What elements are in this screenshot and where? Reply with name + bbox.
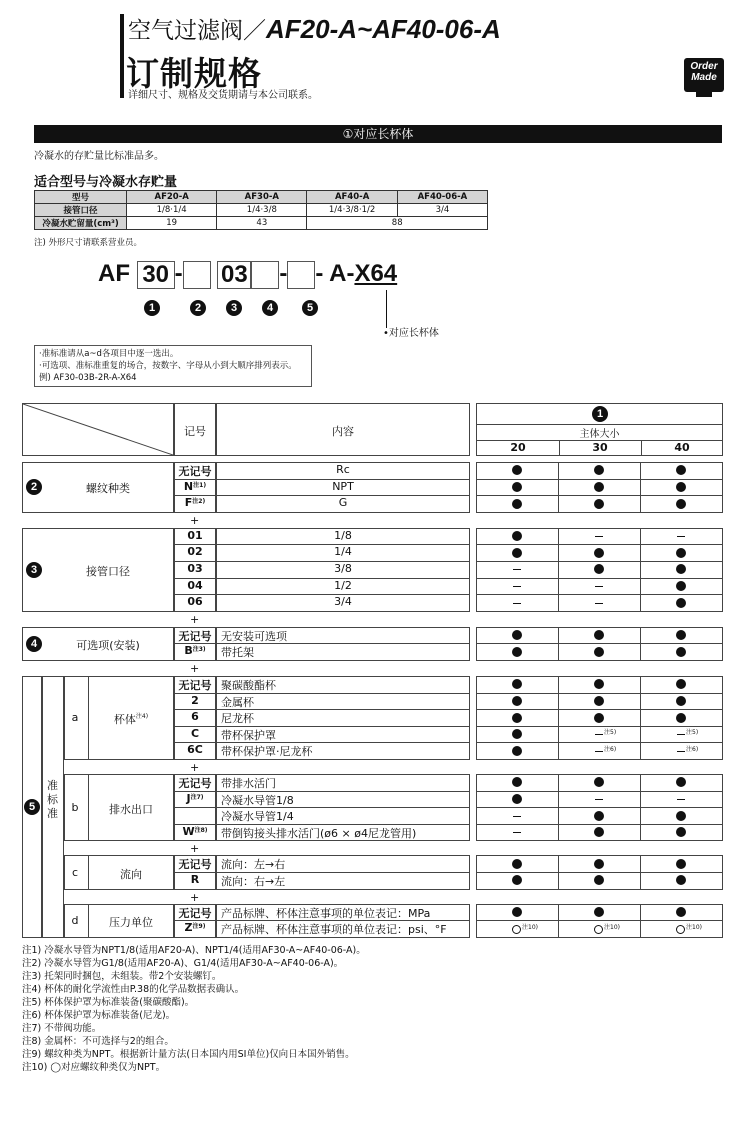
sub-label <box>88 711 174 727</box>
content-text: 流向：左→右 <box>221 858 286 872</box>
num-badge-1: 1 <box>592 406 608 422</box>
symbol-value: 无记号 <box>178 679 212 692</box>
divider <box>640 578 641 595</box>
header-content: 内容 <box>332 425 354 438</box>
filled-dot-mark <box>676 859 686 869</box>
symbol-text <box>174 496 216 509</box>
filled-dot-mark <box>594 859 604 869</box>
divider <box>558 872 559 889</box>
symbol-text <box>174 710 216 723</box>
code-box-semi <box>287 261 315 289</box>
code-box-option <box>251 261 279 289</box>
divider <box>558 791 559 808</box>
symbol-value: N <box>183 479 194 493</box>
symbol-value: 01 <box>187 528 203 542</box>
footnote: 注1) 冷凝水导管为NPT1/8(适用AF20-A)、NPT1/4(适用AF30-A~AF40-06-A)。 <box>22 944 366 956</box>
header-size-cell <box>476 403 723 456</box>
cell: 3/4 <box>397 204 487 217</box>
divider <box>558 693 559 710</box>
dash-mark <box>595 734 603 735</box>
mark-note: 注10) <box>686 923 702 931</box>
divider <box>558 544 559 561</box>
sub-label-text: 杯体 <box>113 713 136 726</box>
dash-mark <box>595 586 603 587</box>
symbol-text <box>174 873 216 886</box>
title-bar <box>120 14 124 98</box>
symbol-text <box>174 905 216 921</box>
divider <box>640 627 641 644</box>
symbol-note: 注9) <box>192 923 206 931</box>
content-text: 产品标牌、杯体注意事项的单位表记：psi、°F <box>221 923 447 937</box>
header-symbol-cell <box>174 403 216 456</box>
content-text: 聚碳酸酯杯 <box>221 679 276 692</box>
divider <box>640 709 641 726</box>
dash-mark <box>513 569 521 570</box>
table-note: 注) 外形尺寸请联系营业员。 <box>34 238 143 248</box>
num-badge: 3 <box>26 562 42 578</box>
content-text: 1/4 <box>334 545 352 559</box>
cell: 1/4·3/8 <box>217 204 307 217</box>
divider <box>640 904 641 921</box>
header-body-size: 主体大小 <box>579 429 620 440</box>
dash-mark <box>513 586 521 587</box>
mark-note: 注10) <box>604 923 620 931</box>
content-text: 带排水活门 <box>221 777 276 790</box>
mark-note: 注5) <box>604 729 617 737</box>
symbol-value: B <box>184 644 193 658</box>
filled-dot-mark <box>676 811 686 821</box>
filled-dot-mark <box>676 696 686 706</box>
header-symbol: 记号 <box>184 425 206 438</box>
filled-dot-mark <box>512 482 522 492</box>
group-label: 螺纹种类 <box>86 482 130 496</box>
content-text: 带倒钩接头排水活门(ø6 × ø4尼龙管用) <box>221 826 417 840</box>
divider <box>640 462 641 479</box>
diagonal-line <box>23 404 173 455</box>
dash-mark <box>677 799 685 800</box>
divider <box>640 495 641 512</box>
num-badge-3: 3 <box>226 300 242 316</box>
footnote: 注7) 不带阀功能。 <box>22 1022 102 1034</box>
symbol-text <box>174 595 216 608</box>
symbol-text <box>174 727 216 740</box>
symbol-note: 注7) <box>190 793 204 801</box>
content-text: 金属杯 <box>221 695 254 709</box>
sub-label-text: 流向 <box>120 867 142 881</box>
symbol-value: F <box>184 496 193 510</box>
filled-dot-mark <box>594 811 604 821</box>
divider <box>640 742 641 759</box>
cell: 1/4·3/8·1/2 <box>307 204 397 217</box>
code-box-size: 30 <box>137 261 175 289</box>
table-heading: 适合型号与冷凝水存贮量 <box>34 175 178 190</box>
symbol-text <box>174 775 216 791</box>
filled-dot-mark <box>594 499 604 509</box>
selection-note-box <box>34 345 312 387</box>
pointer-label: •对应长杯体 <box>383 328 439 339</box>
dash-mark <box>595 536 603 537</box>
divider <box>640 544 641 561</box>
dash-mark <box>595 603 603 604</box>
symbol-text <box>174 529 216 542</box>
footnote: 注2) 冷凝水导管为G1/8(适用AF20-A)、G1/4(适用AF30-A~AF40-06-A)。 <box>22 957 344 969</box>
content-text: 冷凝水导管1/8 <box>221 793 294 807</box>
filled-dot-mark <box>594 713 604 723</box>
symbol-value: 03 <box>187 562 203 575</box>
symbol-value: 04 <box>187 578 203 592</box>
divider <box>558 807 559 824</box>
content-text: 尼龙杯 <box>221 712 254 726</box>
th-af30: AF30-A <box>217 191 307 204</box>
cell: 88 <box>307 217 488 230</box>
num-badge: 5 <box>24 799 40 815</box>
code-dash: - <box>315 260 324 287</box>
symbol-value: 2 <box>191 693 199 707</box>
code-dash: - <box>174 260 183 287</box>
symbol-value: 无记号 <box>178 465 212 478</box>
symbol-text <box>174 856 216 872</box>
symbol-value: J <box>186 791 191 805</box>
th-af20: AF20-A <box>127 191 217 204</box>
filled-dot-mark <box>676 907 686 917</box>
divider <box>640 594 641 611</box>
filled-dot-mark <box>676 581 686 591</box>
symbol-value: 无记号 <box>178 629 212 643</box>
sub-label-text: 排水出口 <box>109 802 153 816</box>
symbol-text <box>174 628 216 644</box>
content-text: 带杯保护罩 <box>221 728 276 742</box>
page-description: 详细尺寸、规格及交货期请与本公司联系。 <box>128 90 318 101</box>
symbol-value: R <box>190 873 200 886</box>
divider <box>558 578 559 595</box>
divider <box>558 709 559 726</box>
divider <box>640 807 641 824</box>
th-af40-06: AF40-06-A <box>397 191 487 204</box>
content-text: 无安装可选项 <box>221 629 287 643</box>
filled-dot-mark <box>512 859 522 869</box>
symbol-value: 02 <box>187 545 203 559</box>
model-capacity-table <box>34 190 488 230</box>
plus-sign: + <box>190 890 200 904</box>
group-label: 接管口径 <box>86 564 130 578</box>
divider <box>640 920 641 937</box>
page-title: 空气过滤阀／AF20-A~AF40-06-A <box>128 14 501 44</box>
dash-mark <box>595 799 603 800</box>
divider <box>558 627 559 644</box>
symbol-note: 注3) <box>192 646 206 654</box>
dash-mark <box>513 816 521 817</box>
dash-mark <box>677 734 685 735</box>
code-dash: - <box>279 260 288 287</box>
num-badge-1: 1 <box>144 300 160 316</box>
open-circle-mark <box>594 925 603 934</box>
content-text: 带杯保护罩·尼龙杯 <box>221 745 313 759</box>
plus-sign: + <box>190 662 200 675</box>
content-cell <box>216 693 470 711</box>
sub-label-text: 压力单位 <box>109 915 153 929</box>
mark-note: 注10) <box>522 923 538 931</box>
symbol-value: 6C <box>187 743 203 757</box>
symbol-value: 06 <box>187 595 203 609</box>
sub-label <box>88 801 174 817</box>
sub-letter: d <box>71 913 79 927</box>
footnote: 注3) 托架同时捆包，未组装。带2个安装螺钉。 <box>22 970 222 982</box>
size-20: 20 <box>510 441 526 454</box>
size-30: 30 <box>592 441 608 454</box>
size-40: 40 <box>674 441 690 454</box>
group-label: 可选项(安装) <box>76 638 140 652</box>
note-line: 例) AF30-03B-2R-A-X64 <box>39 373 137 383</box>
symbol-value: 无记号 <box>178 777 212 790</box>
dash-mark <box>513 603 521 604</box>
cell: 43 <box>217 217 307 230</box>
divider <box>640 855 641 872</box>
content-text: Rc <box>336 463 350 476</box>
code-prefix: AF <box>98 260 130 287</box>
divider <box>640 528 641 545</box>
symbol-value: C <box>190 726 200 740</box>
filled-dot-mark <box>594 907 604 917</box>
dash-mark <box>677 536 685 537</box>
sub-label-note: 注4) <box>135 713 149 720</box>
sub-label <box>88 914 174 930</box>
divider <box>558 528 559 545</box>
sub-label <box>88 866 174 882</box>
filled-dot-mark <box>512 548 522 558</box>
divider <box>640 726 641 743</box>
symbol-note: 注8) <box>194 826 208 834</box>
divider <box>558 726 559 743</box>
filled-dot-mark <box>594 482 604 492</box>
order-code <box>98 260 397 290</box>
content-text: NPT <box>332 479 354 493</box>
symbol-text <box>174 480 216 493</box>
divider <box>558 774 559 791</box>
sub-letter: c <box>71 865 79 879</box>
content-text: 3/8 <box>334 562 352 575</box>
header-diagonal-cell <box>22 403 174 456</box>
symbol-value: 6 <box>191 710 199 724</box>
divider <box>640 676 641 693</box>
num-badge-2: 2 <box>190 300 206 316</box>
filled-dot-mark <box>512 696 522 706</box>
num-badge: 4 <box>26 636 42 652</box>
section-intro: 冷凝水的存贮量比标准品多。 <box>34 151 164 162</box>
content-text: 冷凝水导管1/4 <box>221 810 294 824</box>
symbol-cell <box>174 807 216 825</box>
filled-dot-mark <box>512 794 522 804</box>
symbol-value: 无记号 <box>178 858 212 872</box>
content-cell <box>216 643 470 661</box>
th-model: 型号 <box>35 191 127 204</box>
code-suffix-a: A- <box>329 260 355 287</box>
footnote: 注4) 杯体的耐化学流性由P.38的化学品数据表确认。 <box>22 983 245 995</box>
symbol-text <box>174 921 216 934</box>
section-title: ①对应长杯体 <box>34 125 722 143</box>
filled-dot-mark <box>512 713 522 723</box>
content-text: 1/8 <box>334 528 352 542</box>
mark-note: 注6) <box>686 745 699 753</box>
content-text: 带托架 <box>221 646 254 660</box>
content-text: 3/4 <box>334 595 352 609</box>
filled-dot-mark <box>676 713 686 723</box>
num-badge: 2 <box>26 479 42 495</box>
divider <box>558 742 559 759</box>
filled-dot-mark <box>594 647 604 657</box>
symbol-text <box>174 825 216 838</box>
header-content-cell <box>216 403 470 456</box>
open-circle-mark <box>512 925 521 934</box>
filled-dot-mark <box>594 548 604 558</box>
divider <box>640 693 641 710</box>
divider <box>558 855 559 872</box>
dash-mark <box>513 832 521 833</box>
plus-sign: + <box>190 612 200 626</box>
code-box-thread <box>183 261 211 289</box>
content-text: 产品标牌、杯体注意事项的单位表记：MPa <box>221 906 431 920</box>
divider <box>558 824 559 841</box>
symbol-text <box>174 677 216 693</box>
filled-dot-mark <box>676 499 686 509</box>
symbol-text <box>174 463 216 479</box>
footnote: 注5) 杯体保护罩为标准装备(聚碳酸酯)。 <box>22 996 195 1008</box>
content-text: 流向：右→左 <box>221 875 286 888</box>
row-capacity-label: 冷凝水贮留量(cm³) <box>35 217 127 230</box>
symbol-value: Z <box>184 921 193 935</box>
divider <box>640 643 641 660</box>
content-text: G <box>338 496 348 510</box>
symbol-text <box>174 579 216 592</box>
divider <box>640 561 641 578</box>
content-text: 1/2 <box>334 578 352 592</box>
filled-dot-mark <box>512 907 522 917</box>
divider <box>640 479 641 496</box>
symbol-text <box>174 694 216 707</box>
dash-mark <box>595 751 603 752</box>
note-line: ·可选项、准标准重复的场合，按数字、字母从小到大顺序排列表示。 <box>39 361 297 371</box>
filled-dot-mark <box>676 548 686 558</box>
filled-dot-mark <box>676 598 686 608</box>
divider <box>558 479 559 496</box>
mark-note: 注6) <box>604 745 617 753</box>
note-line: ·准标准请从a~d各项目中逐一选出。 <box>39 349 179 359</box>
row-port-label: 接管口径 <box>35 204 127 217</box>
open-circle-mark <box>676 925 685 934</box>
plus-sign: + <box>190 513 200 527</box>
filled-dot-mark <box>676 647 686 657</box>
divider <box>558 904 559 921</box>
footnote: 注6) 杯体保护罩为标准装备(尼龙)。 <box>22 1009 176 1021</box>
code-box-port: 03 <box>217 261 251 289</box>
group5-label: 准标准 <box>47 778 58 820</box>
symbol-value: 无记号 <box>178 906 212 920</box>
symbol-text <box>174 545 216 558</box>
divider <box>640 872 641 889</box>
pointer-line <box>386 290 387 328</box>
plus-sign: + <box>190 842 200 856</box>
mark-note: 注5) <box>686 729 699 737</box>
footnote: 注9) 螺纹种类为NPT。根据新计量方法(日本国内用SI单位)仅向日本国外销售。 <box>22 1048 355 1060</box>
divider <box>558 920 559 937</box>
sub-letter: b <box>71 800 79 814</box>
num-badge-4: 4 <box>262 300 278 316</box>
dash-mark <box>677 751 685 752</box>
content-cell <box>216 709 470 727</box>
symbol-text <box>174 792 216 805</box>
code-suffix: X64 <box>354 260 398 287</box>
symbol-text <box>174 562 216 575</box>
cell: 19 <box>127 217 217 230</box>
divider <box>558 676 559 693</box>
symbol-text <box>174 743 216 756</box>
filled-dot-mark <box>512 746 522 756</box>
sub-letter: a <box>71 711 79 724</box>
divider <box>640 791 641 808</box>
filled-dot-mark <box>512 499 522 509</box>
divider <box>640 774 641 791</box>
footnote: 注8) 金属杯：不可选择与2的组合。 <box>22 1035 174 1047</box>
symbol-note: 注2) <box>192 498 206 506</box>
divider <box>640 824 641 841</box>
symbol-note: 注1) <box>193 481 207 489</box>
symbol-value: W <box>182 824 195 838</box>
th-af40: AF40-A <box>307 191 397 204</box>
symbol-text <box>174 644 216 657</box>
divider <box>558 643 559 660</box>
page-subtitle: 订制规格 <box>126 54 262 93</box>
filled-dot-mark <box>594 696 604 706</box>
filled-dot-mark <box>512 647 522 657</box>
num-badge-5: 5 <box>302 300 318 316</box>
footnote: 注10) ◯对应螺纹种类仅为NPT。 <box>22 1061 166 1073</box>
divider <box>558 495 559 512</box>
divider <box>558 462 559 479</box>
divider <box>558 594 559 611</box>
order-made-badge: Order Made <box>684 58 724 92</box>
plus-sign: + <box>190 761 200 774</box>
filled-dot-mark <box>676 482 686 492</box>
cell: 1/8·1/4 <box>127 204 217 217</box>
divider <box>558 561 559 578</box>
